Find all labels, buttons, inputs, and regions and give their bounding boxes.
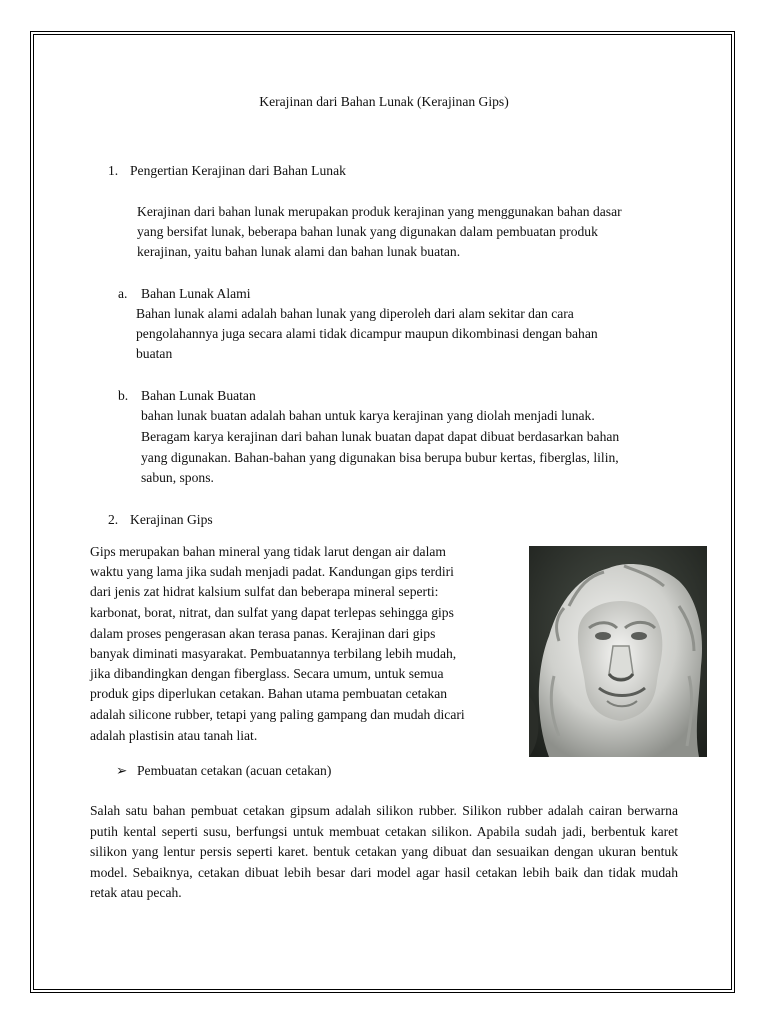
section2-line-10: adalah plastisin atau tanah liat. <box>90 728 258 743</box>
bullet-arrow-icon: ➢ <box>116 763 128 778</box>
section2-line-9: adalah silicone rubber, tetapi yang paling gampang dan mudah dicari <box>90 707 465 722</box>
document-title: Kerajinan dari Bahan Lunak (Kerajinan Gips) <box>259 94 509 109</box>
section2-line-7: jika dibandingkan dengan fiberglass. Secara umum, untuk semua <box>90 666 444 681</box>
closing-paragraph: Salah satu bahan pembuat cetakan gipsum adalah silikon rubber. Silikon rubber adalah cairan berwarna putih kental seperti susu, berfungsi untuk membuat cetakan silikon. Apabila sudah jadi, berbentuk karet silikon yang lentur persis seperti karet. bentuk cetakan yang dibuat dan sesuaikan dengan ukuran bentuk model. Sebaiknya, cetakan dibuat lebih besar dari model agar hasil cetakan lebih baik dan tidak mudah retak atau pecah. <box>90 803 678 900</box>
section2-line-8: produk gips diperlukan cetakan. Bahan utama pembuatan cetakan <box>90 686 448 701</box>
sub-b-line-1: bahan lunak buatan adalah bahan untuk karya kerajinan yang diolah menjadi lunak. <box>141 408 595 423</box>
sub-b-marker: b. <box>118 388 129 403</box>
sub-a-line-3: buatan <box>136 346 173 361</box>
sub-a-line-2: pengolahannya juga secara alami tidak dicampur maupun dikombinasi dengan bahan <box>136 326 598 341</box>
lion-sculpture-photo <box>529 546 707 757</box>
sub-b-heading: Bahan Lunak Buatan <box>141 388 256 403</box>
sub-a-line-1: Bahan lunak alami adalah bahan lunak yang diperoleh dari alam sekitar dan cara <box>136 306 574 321</box>
section1-line-3: kerajinan, yaitu bahan lunak alami dan bahan lunak buatan. <box>137 244 461 259</box>
sub-a-marker: a. <box>118 286 128 301</box>
section2-heading: Kerajinan Gips <box>130 512 213 527</box>
sub-b-line-2: Beragam karya kerajinan dari bahan lunak buatan dapat dapat dibuat berdasarkan bahan <box>141 429 620 444</box>
section2-line-6: banyak diminati masyarakat. Pembuatannya terbilang lebih mudah, <box>90 646 457 661</box>
sub-b-line-4: sabun, spons. <box>141 470 214 485</box>
section2-line-3: dari jenis zat hidrat kalsium sulfat dan beberapa mineral seperti: <box>90 584 439 599</box>
sub-a-heading: Bahan Lunak Alami <box>141 286 251 301</box>
section2-number: 2. <box>108 512 119 527</box>
section1-line-1: Kerajinan dari bahan lunak merupakan produk kerajinan yang menggunakan bahan dasar <box>137 204 622 219</box>
section1-heading: Pengertian Kerajinan dari Bahan Lunak <box>130 163 346 178</box>
section2-line-5: dalam proses pengerasan akan terasa panas. Kerajinan dari gips <box>90 626 436 641</box>
section1-number: 1. <box>108 163 119 178</box>
section2-line-1: Gips merupakan bahan mineral yang tidak larut dengan air dalam <box>90 544 446 559</box>
section1-line-2: yang bersifat lunak, beberapa bahan lunak yang digunakan dalam pembuatan produk <box>137 224 598 239</box>
bullet-heading: Pembuatan cetakan (acuan cetakan) <box>137 763 332 778</box>
section2-line-2: waktu yang lama jika sudah menjadi padat. Kandungan gips terdiri <box>90 564 454 579</box>
section2-line-4: karbonat, borat, nitrat, dan sulfat yang dapat terlepas sehingga gips <box>90 605 454 620</box>
sub-b-line-3: yang digunakan. Bahan-bahan yang digunakan bisa berupa bubur kertas, fiberglas, lilin, <box>141 450 619 465</box>
